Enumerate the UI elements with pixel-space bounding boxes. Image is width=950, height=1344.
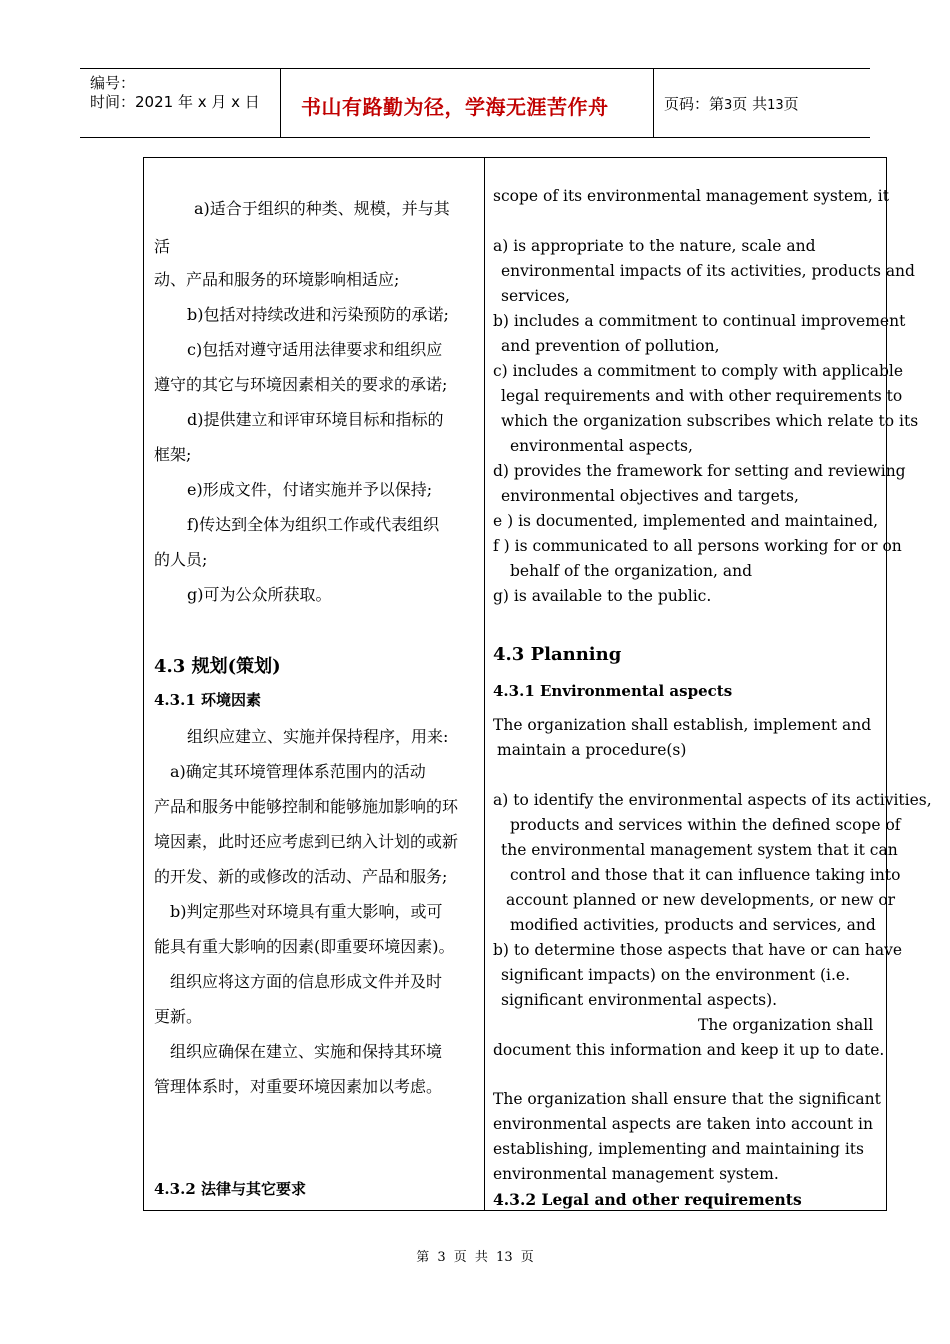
en-line: a) to identify the environmental aspects of its activities, — [493, 791, 932, 809]
en-line: b) includes a commitment to continual improvement — [493, 312, 906, 330]
en-line: the environmental management system that it can — [501, 841, 898, 859]
page-mid: 页 共 — [732, 95, 768, 113]
cn-line: 组织应将这方面的信息形成文件并及时 — [170, 972, 443, 991]
cn-line: e)形成文件，付诸实施并予以保持; — [187, 480, 433, 499]
header-meta-cell — [80, 69, 281, 137]
en-line: The organization shall establish, implement and — [493, 716, 872, 734]
en-line: a) is appropriate to the nature, scale and — [493, 237, 816, 255]
page-footer: 第 3 页 共 13 页 — [416, 1250, 534, 1265]
page-header — [80, 68, 870, 138]
en-line: maintain a procedure(s) — [497, 741, 687, 759]
en-line: g) is available to the public. — [493, 587, 712, 605]
bilingual-table — [143, 157, 932, 1211]
en-line: environmental objectives and targets, — [501, 487, 799, 505]
cn-line: 活 — [154, 237, 171, 256]
cn-line: g)可为公众所获取。 — [187, 585, 332, 604]
cn-line: 境因素，此时还应考虑到已纳入计划的或新 — [154, 832, 459, 851]
page-total: 13 — [767, 98, 784, 113]
cn-line: 的开发、新的或修改的活动、产品和服务; — [154, 867, 448, 886]
cn-section-heading: 4.3 规划(策划) — [154, 656, 281, 677]
cn-line: a)确定其环境管理体系范围内的活动 — [170, 762, 426, 781]
cn-line: 管理体系时，对重要环境因素加以考虑。 — [154, 1077, 443, 1096]
en-line: f ) is communicated to all persons working for or on — [493, 537, 902, 555]
en-line: establishing, implementing and maintaining its — [493, 1140, 864, 1158]
en-line: d) provides the framework for setting and reviewing — [493, 462, 906, 480]
cn-line: 能具有重大影响的因素(即重要环境因素)。 — [154, 937, 455, 956]
en-line: environmental management system. — [493, 1165, 779, 1183]
date-label: 时间：2021 年 x 月 x 日 — [90, 93, 260, 111]
cn-line: b)判定那些对环境具有重大影响，或可 — [170, 902, 443, 921]
en-line: document this information and keep it up to date. — [493, 1041, 885, 1059]
en-line: environmental impacts of its activities, products and — [501, 262, 915, 280]
en-line: environmental aspects are taken into account in — [493, 1115, 873, 1133]
cn-line: f)传达到全体为组织工作或代表组织 — [187, 515, 440, 534]
en-line: The organization shall ensure that the significant — [493, 1090, 881, 1108]
page-current: 3 — [724, 98, 733, 113]
cn-line: 的人员; — [154, 550, 208, 569]
page-prefix: 页码：第 — [664, 95, 725, 113]
cn-subsection-heading: 4.3.1 环境因素 — [154, 691, 261, 709]
cn-line: d)提供建立和评审环境目标和指标的 — [187, 410, 444, 429]
en-line: and prevention of pollution, — [501, 337, 720, 355]
en-line: services, — [501, 287, 570, 305]
code-label: 编号： — [90, 74, 136, 92]
en-line: The organization shall — [698, 1016, 874, 1034]
en-line: which the organization subscribes which relate to its — [501, 412, 919, 430]
cn-subsection-heading: 4.3.2 法律与其它要求 — [154, 1180, 306, 1198]
cn-line: 更新。 — [154, 1007, 203, 1026]
cn-line: 动、产品和服务的环境影响相适应; — [154, 270, 400, 289]
header-motto-cell — [281, 69, 654, 137]
en-line: significant environmental aspects). — [501, 991, 778, 1009]
en-line: modified activities, products and services, and — [510, 916, 876, 934]
en-line: c) includes a commitment to comply with applicable — [493, 362, 904, 380]
column-divider — [484, 158, 485, 1210]
en-line: legal requirements and with other requirements to — [501, 387, 903, 405]
en-line: scope of its environmental management system, it — [493, 187, 889, 205]
en-line: account planned or new developments, or new or — [506, 891, 896, 909]
cn-line: b)包括对持续改进和污染预防的承诺; — [187, 305, 449, 324]
header-page-cell — [654, 69, 870, 137]
cn-line: 组织应确保在建立、实施和保持其环境 — [170, 1042, 443, 1061]
en-line: e ) is documented, implemented and maintained, — [493, 512, 879, 530]
en-line: b) to determine those aspects that have or can have — [493, 941, 903, 959]
cn-line: 遵守的其它与环境因素相关的要求的承诺; — [154, 375, 448, 394]
en-section-heading: 4.3 Planning — [493, 644, 622, 665]
page-suffix: 页 — [783, 95, 799, 113]
en-line: products and services within the defined scope of — [510, 816, 901, 834]
en-line: control and those that it can influence taking into — [510, 866, 901, 884]
en-line: behalf of the organization, and — [510, 562, 752, 580]
cn-line: 产品和服务中能够控制和能够施加影响的环 — [154, 797, 459, 816]
cn-line: 框架; — [154, 445, 192, 464]
cn-line: c)包括对遵守适用法律要求和组织应 — [187, 340, 443, 359]
en-line: significant impacts) on the environment (i.e. — [501, 966, 851, 984]
en-line: environmental aspects, — [510, 437, 693, 455]
en-subsection-heading: 4.3.2 Legal and other requirements — [493, 1190, 802, 1209]
motto: 书山有路勤为径，学海无涯苦作舟 — [301, 95, 609, 119]
page-number — [664, 93, 799, 114]
cn-line: 组织应建立、实施并保持程序，用来: — [187, 727, 449, 746]
en-subsection-heading: 4.3.1 Environmental aspects — [493, 682, 733, 700]
cn-line: a)适合于组织的种类、规模，并与其 — [194, 199, 450, 218]
